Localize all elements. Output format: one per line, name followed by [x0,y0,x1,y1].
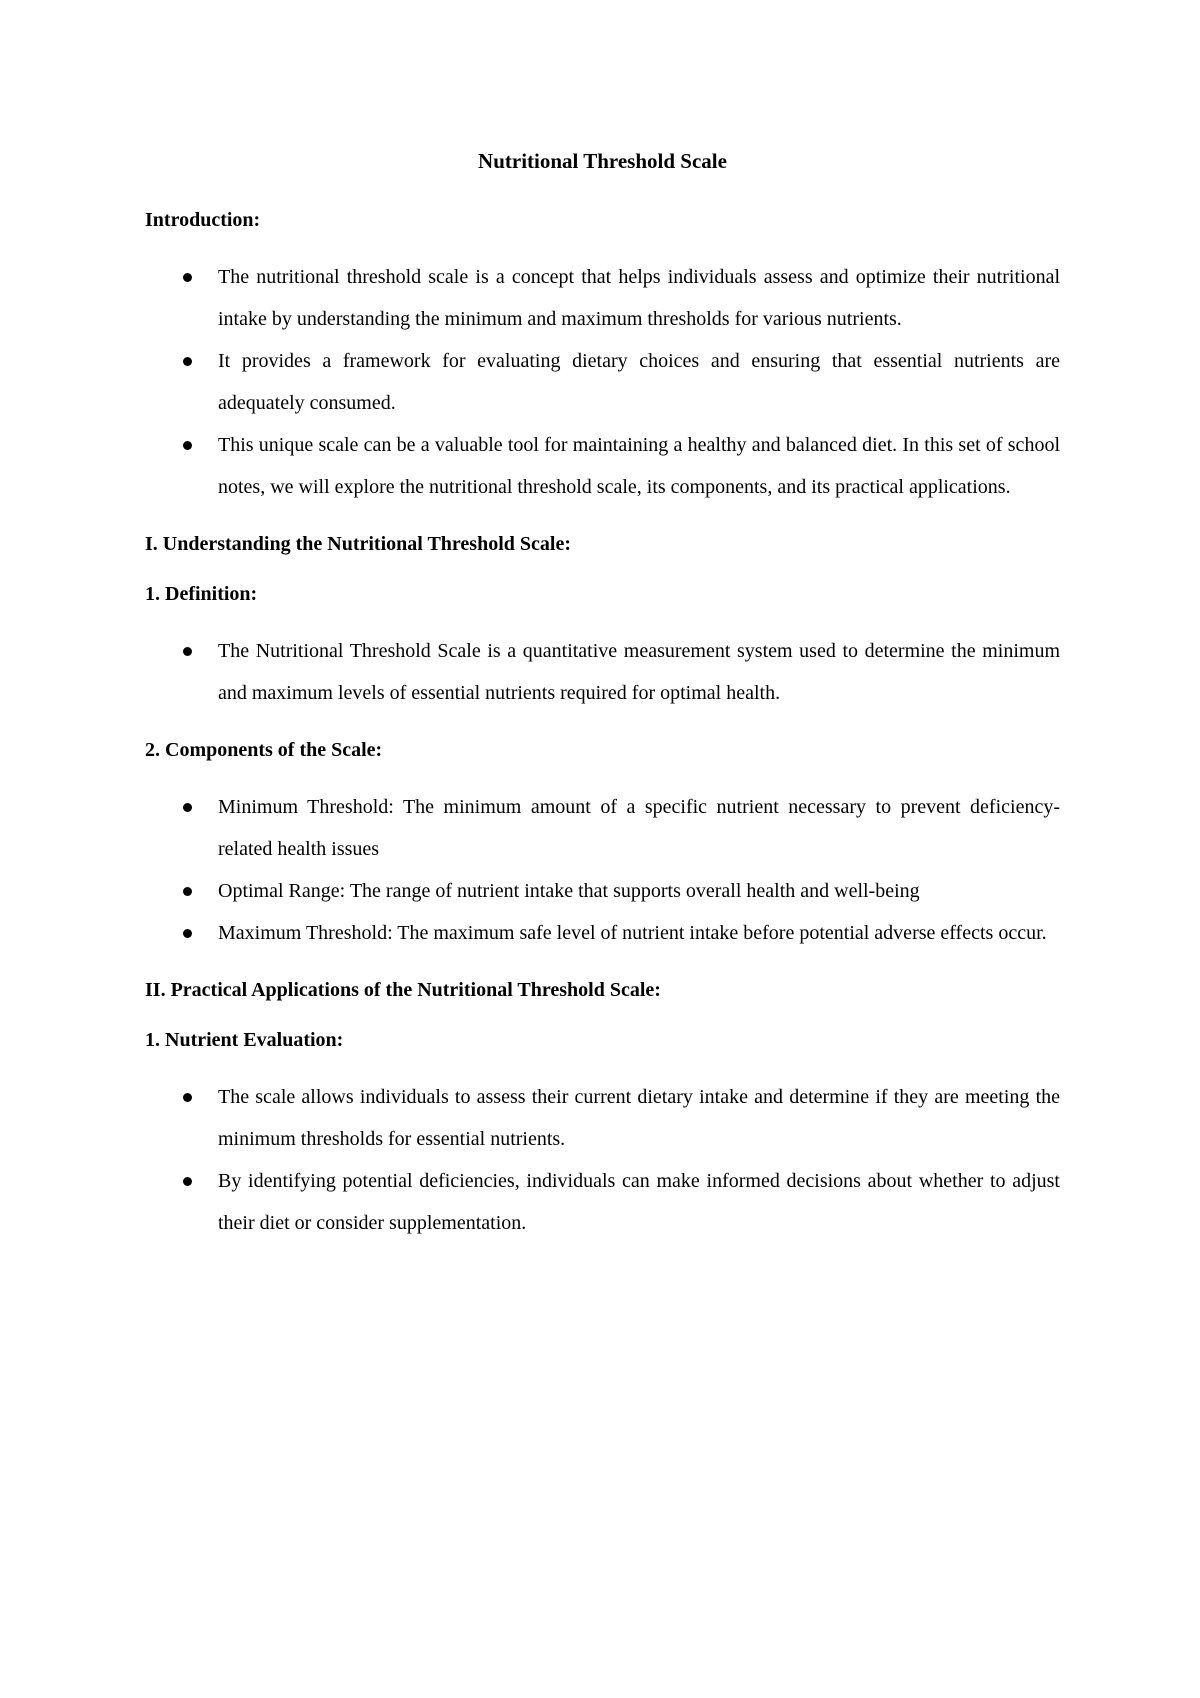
definition-bullet-list [145,630,1060,714]
list-item [145,424,1060,508]
list-item-text: The scale allows individuals to assess their current dietary intake and determine if they are meeting the minimum thresholds for essential nutrients. [218,1086,1060,1150]
evaluation-heading: 1. Nutrient Evaluation: [145,1029,344,1051]
intro-bullet-list [145,256,1060,508]
bullet-icon [183,441,192,450]
list-item-text: Optimal Range: The range of nutrient intake that supports overall health and well-being [218,880,920,902]
list-item-text: The Nutritional Threshold Scale is a quantitative measurement system used to determine the minimum and maximum levels of essential nutrients required for optimal health. [218,640,1060,704]
bullet-icon [183,887,192,896]
bullet-icon [183,357,192,366]
list-item [145,1160,1060,1244]
list-item-text: By identifying potential deficiencies, individuals can make informed decisions about whether to adjust their diet or consider supplementation. [218,1170,1060,1234]
list-item-text: Minimum Threshold: The minimum amount of a specific nutrient necessary to prevent deficiency-related health issues [218,796,1060,860]
list-item [145,256,1060,340]
bullet-icon [183,647,192,656]
bullet-icon [183,929,192,938]
components-heading: 2. Components of the Scale: [145,739,383,761]
section-1-heading: I. Understanding the Nutritional Threshold Scale: [145,533,571,555]
bullet-icon [183,273,192,282]
list-item-text: The nutritional threshold scale is a concept that helps individuals assess and optimize their nutritional intake by understanding the minimum and maximum thresholds for various nutrients. [218,266,1060,330]
components-bullet-list [145,786,1060,954]
bullet-icon [183,1177,192,1186]
list-item [145,912,1060,954]
bullet-icon [183,803,192,812]
intro-heading: Introduction: [145,209,261,231]
list-item [145,340,1060,424]
list-item-text: This unique scale can be a valuable tool for maintaining a healthy and balanced diet. In this set of school notes, we will explore the nutritional threshold scale, its components, and its practical applications. [218,434,1060,498]
list-item [145,786,1060,870]
list-item [145,630,1060,714]
section-2-heading: II. Practical Applications of the Nutritional Threshold Scale: [145,979,661,1001]
list-item-text: It provides a framework for evaluating dietary choices and ensuring that essential nutrients are adequately consumed. [218,350,1060,414]
definition-heading: 1. Definition: [145,583,258,605]
list-item-text: Maximum Threshold: The maximum safe level of nutrient intake before potential adverse effects occur. [218,922,1047,944]
document-title: Nutritional Threshold Scale [478,149,727,173]
evaluation-bullet-list [145,1076,1060,1244]
list-item [145,1076,1060,1160]
list-item [145,870,1060,912]
bullet-icon [183,1093,192,1102]
